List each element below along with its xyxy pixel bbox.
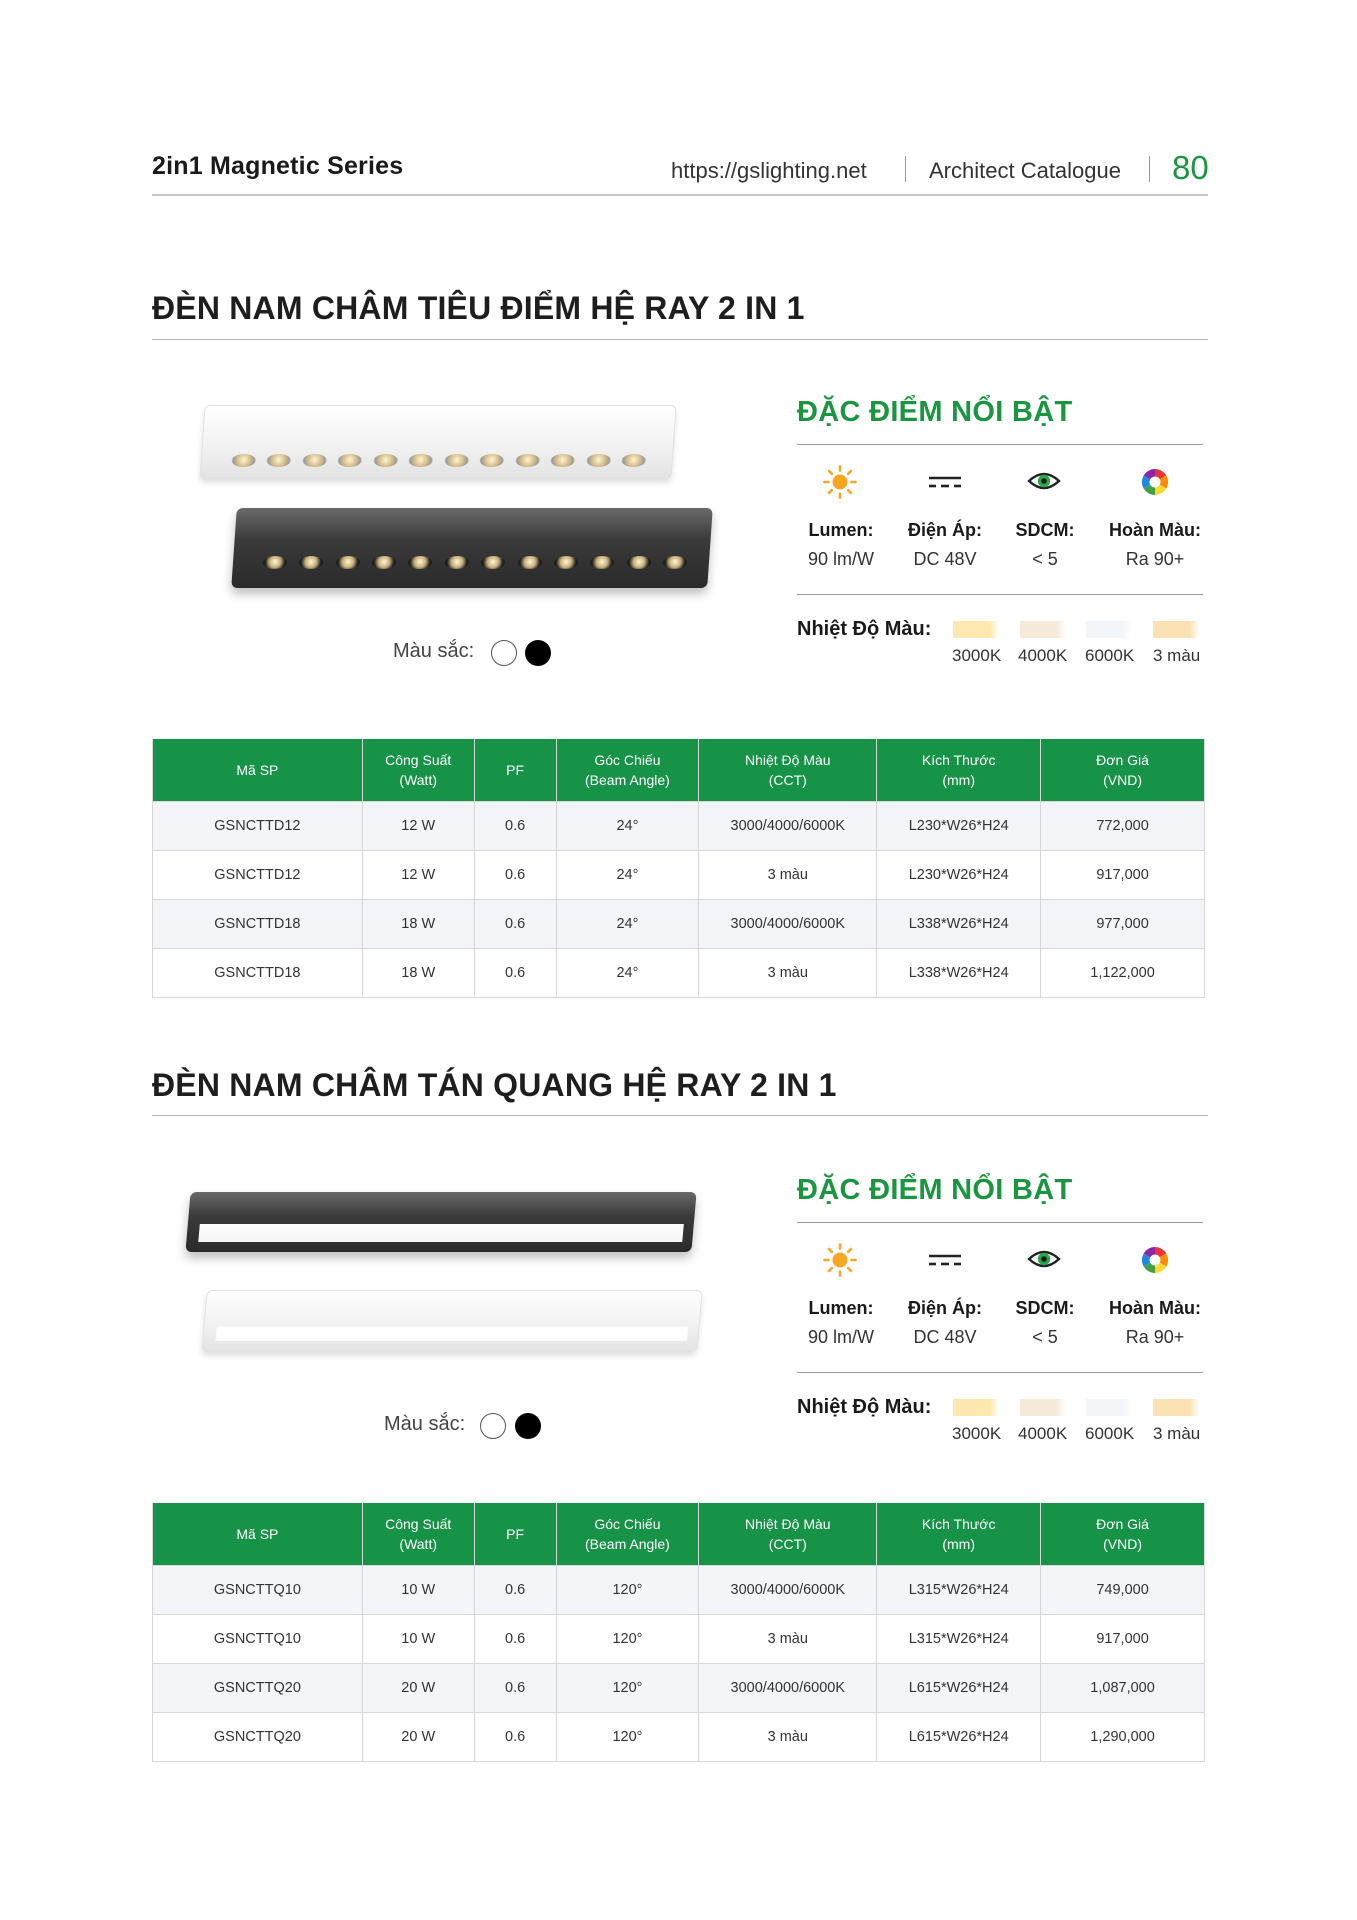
feature-voltage: [890, 520, 1000, 570]
header-power: Công Suất (Watt): [362, 739, 474, 802]
temp-swatch-3-color: [1153, 1399, 1199, 1416]
cell-price: 977,000: [1041, 900, 1205, 949]
catalogue-label: Architect Catalogue: [929, 158, 1121, 183]
cell-size: L315*W26*H24: [877, 1566, 1041, 1615]
cell-pf: 0.6: [474, 1615, 556, 1664]
color-wheel-icon: [1140, 467, 1170, 497]
cell-price: 1,290,000: [1041, 1713, 1205, 1762]
cell-code: GSNCTTQ20: [153, 1664, 363, 1713]
temp-swatch-3-color: [1153, 621, 1199, 638]
feature-sdcm: [990, 1298, 1100, 1348]
cell-size: L338*W26*H24: [877, 900, 1041, 949]
features-title: ĐẶC ĐIỂM NỔI BẬT: [797, 396, 1073, 428]
dc-voltage-icon: [927, 1248, 963, 1272]
feature-lumen: [786, 520, 896, 570]
cell-pf: 0.6: [474, 802, 556, 851]
color-swatch-black[interactable]: [515, 1413, 541, 1439]
cell-cct: 3 màu: [699, 851, 877, 900]
feature-label: SDCM:: [1015, 1298, 1075, 1318]
spec-table-diffuser: [152, 1503, 1205, 1762]
features-rule: [797, 1222, 1203, 1223]
feature-label: Hoàn Màu:: [1109, 1298, 1201, 1318]
header-beam-angle: Góc Chiếu (Beam Angle): [556, 739, 699, 802]
cell-cct: 3 màu: [699, 949, 877, 998]
table-row: [153, 900, 1205, 949]
temp-label: 6000K: [1085, 646, 1135, 665]
temp-swatch-3000k: [953, 1399, 999, 1416]
table-row: [153, 1713, 1205, 1762]
color-label: Màu sắc:: [384, 1413, 466, 1435]
cell-beam: 120°: [556, 1713, 699, 1762]
cell-beam: 24°: [556, 900, 699, 949]
cell-size: L230*W26*H24: [877, 802, 1041, 851]
cell-price: 749,000: [1041, 1566, 1205, 1615]
feature-label: Lumen:: [808, 1298, 874, 1318]
features-rule: [797, 1372, 1203, 1373]
sun-icon: [822, 1242, 858, 1278]
cell-power: 10 W: [362, 1566, 474, 1615]
eye-icon: [1027, 1244, 1061, 1274]
cell-size: L338*W26*H24: [877, 949, 1041, 998]
temp-label: 3 màu: [1153, 1424, 1201, 1443]
cell-power: 12 W: [362, 802, 474, 851]
cell-beam: 120°: [556, 1566, 699, 1615]
temp-swatch-4000k: [1020, 1399, 1066, 1416]
feature-value: DC 48V: [913, 1327, 977, 1347]
cell-cct: 3000/4000/6000K: [699, 1664, 877, 1713]
feature-label: Điện Áp:: [908, 520, 982, 540]
cell-beam: 24°: [556, 949, 699, 998]
temp-label: 3000K: [952, 646, 1002, 665]
dc-voltage-icon: [927, 470, 963, 494]
section-rule: [152, 1115, 1208, 1116]
feature-label: SDCM:: [1015, 520, 1075, 540]
cell-price: 1,122,000: [1041, 949, 1205, 998]
header-divider: [905, 156, 906, 182]
table-row: [153, 802, 1205, 851]
cell-pf: 0.6: [474, 851, 556, 900]
feature-value: Ra 90+: [1125, 1327, 1185, 1347]
header-cct: Nhiệt Độ Màu (CCT): [699, 1503, 877, 1566]
cell-size: L615*W26*H24: [877, 1664, 1041, 1713]
header-power: Công Suất (Watt): [362, 1503, 474, 1566]
header-dimensions: Kích Thước (mm): [877, 1503, 1041, 1566]
cell-power: 18 W: [362, 949, 474, 998]
cell-power: 20 W: [362, 1664, 474, 1713]
color-swatch-black[interactable]: [525, 640, 551, 666]
table-row: [153, 1664, 1205, 1713]
features-rule: [797, 444, 1203, 445]
cell-beam: 24°: [556, 802, 699, 851]
cell-pf: 0.6: [474, 949, 556, 998]
cell-cct: 3000/4000/6000K: [699, 900, 877, 949]
cell-code: GSNCTTD18: [153, 900, 363, 949]
cell-pf: 0.6: [474, 1664, 556, 1713]
color-label: Màu sắc:: [393, 640, 475, 662]
header-price: Đơn Giá (VND): [1041, 739, 1205, 802]
cell-cct: 3 màu: [699, 1713, 877, 1762]
feature-label: Điện Áp:: [908, 1298, 982, 1318]
features-rule: [797, 594, 1203, 595]
cell-code: GSNCTTQ20: [153, 1713, 363, 1762]
cell-pf: 0.6: [474, 1713, 556, 1762]
header-beam-angle: Góc Chiếu (Beam Angle): [556, 1503, 699, 1566]
header-rule: [152, 194, 1208, 196]
cell-pf: 0.6: [474, 900, 556, 949]
feature-value: 90 lm/W: [807, 1327, 874, 1347]
section-title: ĐÈN NAM CHÂM TÁN QUANG HỆ RAY 2 IN 1: [152, 1067, 837, 1103]
feature-lumen: [786, 1298, 896, 1348]
cell-price: 1,087,000: [1041, 1664, 1205, 1713]
header-cct: Nhiệt Độ Màu (CCT): [699, 739, 877, 802]
temp-label: 3000K: [952, 1424, 1002, 1443]
section-title: ĐÈN NAM CHÂM TIÊU ĐIỂM HỆ RAY 2 IN 1: [152, 290, 805, 326]
table-row: [153, 1566, 1205, 1615]
temp-swatch-6000k: [1086, 621, 1132, 638]
feature-value: Ra 90+: [1125, 549, 1185, 569]
table-header-row: [153, 739, 1205, 802]
feature-cri: [1100, 1298, 1210, 1348]
feature-value: DC 48V: [913, 549, 977, 569]
cell-pf: 0.6: [474, 1566, 556, 1615]
table-header-row: [153, 1503, 1205, 1566]
temp-label: 3 màu: [1153, 646, 1201, 665]
cell-power: 20 W: [362, 1713, 474, 1762]
color-wheel-icon: [1140, 1245, 1170, 1275]
header-product-code: Mã SP: [153, 739, 363, 802]
cell-price: 917,000: [1041, 851, 1205, 900]
temp-label: 4000K: [1018, 646, 1068, 665]
header-dimensions: Kích Thước (mm): [877, 739, 1041, 802]
cell-price: 772,000: [1041, 802, 1205, 851]
cell-code: GSNCTTD18: [153, 949, 363, 998]
color-temp-label: Nhiệt Độ Màu:: [797, 1396, 932, 1418]
temp-swatch-4000k: [1020, 621, 1066, 638]
table-row: [153, 1615, 1205, 1664]
spec-table-spot: [152, 739, 1205, 998]
cell-beam: 120°: [556, 1664, 699, 1713]
cell-price: 917,000: [1041, 1615, 1205, 1664]
color-temp-label: Nhiệt Độ Màu:: [797, 618, 932, 640]
cell-code: GSNCTTQ10: [153, 1566, 363, 1615]
color-swatch-white[interactable]: [491, 640, 517, 666]
cell-cct: 3000/4000/6000K: [699, 802, 877, 851]
temp-swatch-6000k: [1086, 1399, 1132, 1416]
cell-code: GSNCTTD12: [153, 802, 363, 851]
table-row: [153, 851, 1205, 900]
cell-size: L230*W26*H24: [877, 851, 1041, 900]
feature-value: < 5: [1032, 549, 1058, 569]
feature-value: 90 lm/W: [807, 549, 874, 569]
cell-cct: 3000/4000/6000K: [699, 1566, 877, 1615]
cell-power: 10 W: [362, 1615, 474, 1664]
eye-icon: [1027, 466, 1061, 496]
page-number: 80: [1172, 149, 1209, 186]
temp-swatch-3000k: [953, 621, 999, 638]
table-row: [153, 949, 1205, 998]
section-rule: [152, 339, 1208, 340]
cell-beam: 120°: [556, 1615, 699, 1664]
header-divider: [1149, 156, 1150, 182]
feature-value: < 5: [1032, 1327, 1058, 1347]
feature-sdcm: [990, 520, 1100, 570]
color-swatch-white[interactable]: [480, 1413, 506, 1439]
feature-label: Lumen:: [808, 520, 874, 540]
temp-label: 4000K: [1018, 1424, 1068, 1443]
cell-power: 18 W: [362, 900, 474, 949]
features-title: ĐẶC ĐIỂM NỔI BẬT: [797, 1174, 1073, 1206]
header-price: Đơn Giá (VND): [1041, 1503, 1205, 1566]
cell-power: 12 W: [362, 851, 474, 900]
header-product-code: Mã SP: [153, 1503, 363, 1566]
cell-code: GSNCTTD12: [153, 851, 363, 900]
feature-cri: [1100, 520, 1210, 570]
header-pf: PF: [474, 739, 556, 802]
cell-beam: 24°: [556, 851, 699, 900]
feature-voltage: [890, 1298, 1000, 1348]
series-title: 2in1 Magnetic Series: [152, 152, 404, 180]
temp-label: 6000K: [1085, 1424, 1135, 1443]
website-link[interactable]: https://gslighting.net: [671, 158, 867, 183]
cell-cct: 3 màu: [699, 1615, 877, 1664]
cell-size: L615*W26*H24: [877, 1713, 1041, 1762]
cell-code: GSNCTTQ10: [153, 1615, 363, 1664]
feature-label: Hoàn Màu:: [1109, 520, 1201, 540]
header-pf: PF: [474, 1503, 556, 1566]
cell-size: L315*W26*H24: [877, 1615, 1041, 1664]
sun-icon: [822, 464, 858, 500]
